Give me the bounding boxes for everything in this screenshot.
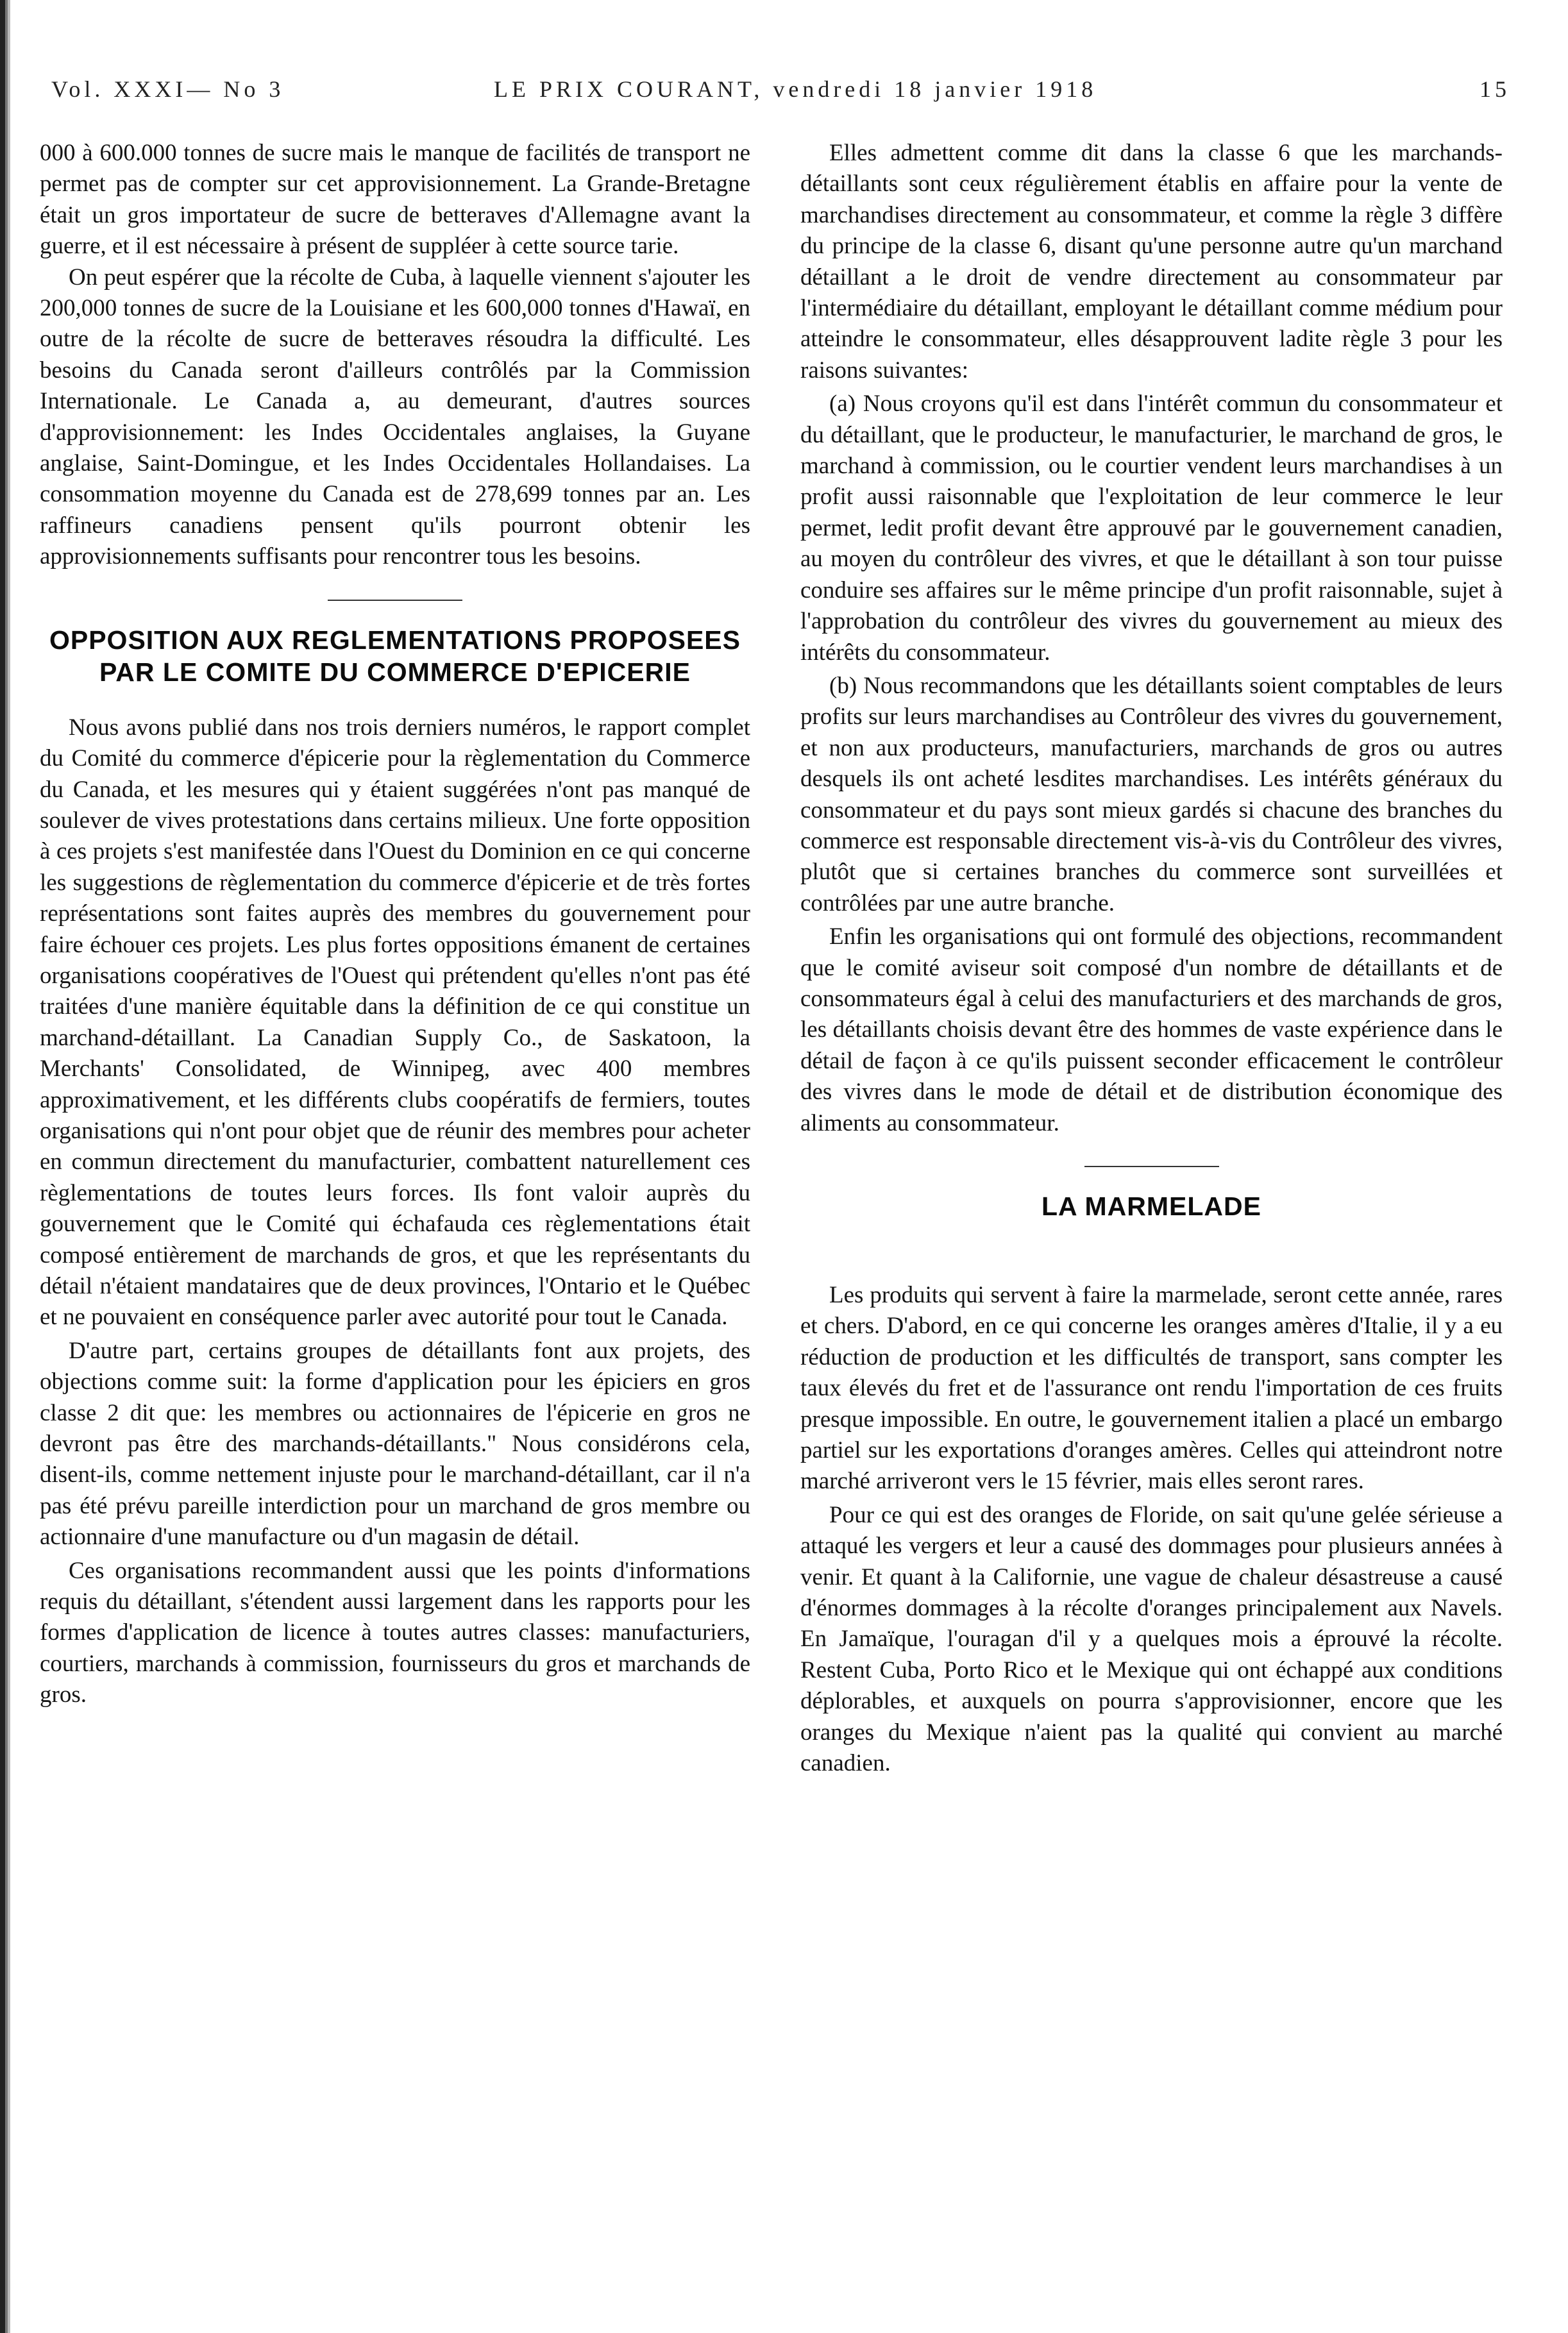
paragraph: Enfin les organisations qui ont formulé des objections, recommandent que le comité aviseur soit composé d'un nombre de détaillants et de consommateurs égal à celui des manufacturiers et des marchands de gros, les détaillants choisis devant être des hommes de vaste expérience dans le détail de façon à ce qu'ils puissent seconder efficacement le contrôleur des vivres dans le mode de détail et de distribution économique des aliments au consommateur. — [800, 923, 1503, 1136]
page-number: 15 — [1479, 76, 1510, 102]
paragraph: (a) Nous croyons qu'il est dans l'intérêt commun du consommateur et du détaillant, que le producteur, le manufacturier, le marchand de gros, le marchand à commission, ou le courtier vendent leurs marchandises à un profit aussi raisonnable que l'exploitation de leur commerce le leur permet, ledit profit devant être approuvé par le gouvernement canadien, au moyen du contrôleur des vivres, et que le détaillant à son tour puisse conduire ses affaires sur le même principe d'un profit raisonnable, sujet à l'approbation du contrôleur des vivres du gouvernement au mieux des intérêts du consommateur. — [800, 391, 1503, 666]
article-heading: OPPOSITION AUX REGLEMENTATIONS PROPOSEES PAR LE COMITE DU COMMERCE D'EPICERIE — [49, 625, 741, 687]
section-divider — [328, 600, 462, 601]
article-heading: LA MARMELADE — [1041, 1192, 1261, 1221]
left-column — [40, 138, 750, 1711]
section-divider — [1084, 1166, 1219, 1167]
paragraph: Nous avons publié dans nos trois derniers numéros, le rapport complet du Comité du commerce d'épicerie pour la règlementation du Commerce du Canada, et les mesures qui y étaient suggérées n'ont pas manqué de soulever de vives protestations dans certains milieux. Une forte opposition à ces projets s'est manifestée dans l'Ouest du Dominion en ce qui concerne les suggestions de règlementation du commerce d'épicerie et de très fortes représentations sont faites auprès des membres du gouvernement pour faire échouer ces projets. Les plus fortes oppositions émanent de certaines organisations coopératives de l'Ouest qui prétendent qu'elles n'ont pas été traitées d'une manière équitable dans la définition de ce qui constitue un marchand-détaillant. La Canadian Supply Co., de Saskatoon, la Merchants' Consolidated, de Winnipeg, avec 400 membres approximativement, et les différents clubs coopératifs de fermiers, toutes organisations qui n'ont pour objet que de réunir des membres pour acheter en commun directement du manufacturier, combattent naturellement ces règlementations de toutes leurs forces. Ils font valoir auprès du gouvernement que le Comité qui échafauda ces règlementations était composé entièrement de marchands de gros, et que les représentants du détail n'étaient mandataires que de deux provinces, l'Ontario et le Québec et ne pouvaient en conséquence parler avec autorité pour tout le Canada. — [40, 714, 750, 1331]
right-column — [800, 138, 1503, 1780]
paragraph: 000 à 600.000 tonnes de sucre mais le manque de facilités de transport ne permet pas de compter sur cet approvisionnement. La Grande-Bretagne était un gros importateur de sucre de betteraves d'Allemagne avant la guerre, et il est nécessaire à présent de suppléer à cette source tarie. — [40, 140, 750, 260]
paragraph: Ces organisations recommandent aussi que les points d'informations requis du détaillant, s'étendent aussi largement dans les rapports pour les formes d'application de licence à toutes autres classes: manufacturiers, courtiers, marchands à commission, fournisseurs du gros et marchands de gros. — [40, 1557, 750, 1708]
scan-edge — [0, 0, 17, 2333]
paragraph: Pour ce qui est des oranges de Floride, on sait qu'une gelée sérieuse a attaqué les vergers et leur a causé des dommages pour plusieurs années à venir. Et quant à la Californie, une vague de chaleur désastreuse a causé d'énormes dommages à la récolte d'oranges principalement aux Navels. En Jamaïque, l'ouragan d'il y a quelques mois a éprouvé la récolte. Restent Cuba, Porto Rico et le Mexique qui ont échappé aux conditions déplorables, et auxquels on pourra s'approvisionner, encore que les oranges du Mexique n'aient pas la qualité qui convient au marché canadien. — [800, 1501, 1503, 1777]
volume-number: Vol. XXXI— No 3 — [51, 76, 285, 102]
paragraph: On peut espérer que la récolte de Cuba, à laquelle viennent s'ajouter les 200,000 tonnes de sucre de la Louisiane et les 600,000 tonnes d'Hawaï, en outre de la récolte de sucre de betteraves résoudra la difficulté. Les besoins du Canada seront d'ailleurs contrôlés par la Commission Internationale. Le Canada a, au demeurant, d'autres sources d'approvisionnement: les Indes Occidentales anglaises, la Guyane anglaise, Saint-Domingue, et les Indes Occidentales Hollandaises. La consommation moyenne du Canada est de 278,699 tonnes par an. Les raffineurs canadiens pensent qu'ils pourront obtenir les approvisionnements suffisants pour rencontrer tous les besoins. — [40, 264, 750, 570]
page-header — [51, 76, 1510, 114]
masthead-date: LE PRIX COURANT, vendredi 18 janvier 1918 — [494, 76, 1097, 102]
paragraph: Les produits qui servent à faire la marmelade, seront cette année, rares et chers. D'abord, en ce qui concerne les oranges amères d'Italie, il y a eu réduction de production et les difficultés de transport, sans compter les taux élevés du fret et de l'assurance ont rendu l'importation de ces fruits presque impossible. En outre, le gouvernement italien a placé un embargo partiel sur les exportations d'oranges amères. Celles qui atteindront notre marché arriveront vers le 15 février, mais elles seront rares. — [800, 1282, 1503, 1495]
paragraph: Elles admettent comme dit dans la classe 6 que les marchands-détaillants sont ceux régulièrement établis en affaire pour la vente de marchandises directement au consommateur, et comme la règle 3 diffère du principe de la classe 6, disant qu'une personne autre qu'un marchand détaillant a le droit de vendre directement au consommateur par l'intermédiaire du détaillant, employant le détaillant comme médium pour atteindre le consommateur, elles désapprouvent ladite règle 3 pour les raisons suivantes: — [800, 140, 1503, 383]
paragraph: (b) Nous recommandons que les détaillants soient comptables de leurs profits sur leurs marchandises au Contrôleur des vivres du gouvernement, et non aux producteurs, manufacturiers, marchands de gros ou autres desquels ils ont acheté lesdites marchandises. Les intérêts généraux du consommateur et du pays sont mieux gardés si chacune des branches du commerce est responsable directement vis-à-vis du Contrôleur des vivres, plutôt que si certaines branches du commerce sont surveillées et contrôlées par une autre branche. — [800, 672, 1503, 916]
paragraph: D'autre part, certains groupes de détaillants font aux projets, des objections comme suit: la forme d'application pour les épiciers en gros classe 2 dit que: les membres ou actionnaires de l'épicerie en gros ne devront pas être des marchands-détaillants." Nous considérons cela, disent-ils, comme nettement injuste pour le marchand-détaillant, car il n'a pas été prévu pareille interdiction pour un marchand de gros membre ou actionnaire d'une manufacture ou d'un magasin de détail. — [40, 1337, 750, 1551]
